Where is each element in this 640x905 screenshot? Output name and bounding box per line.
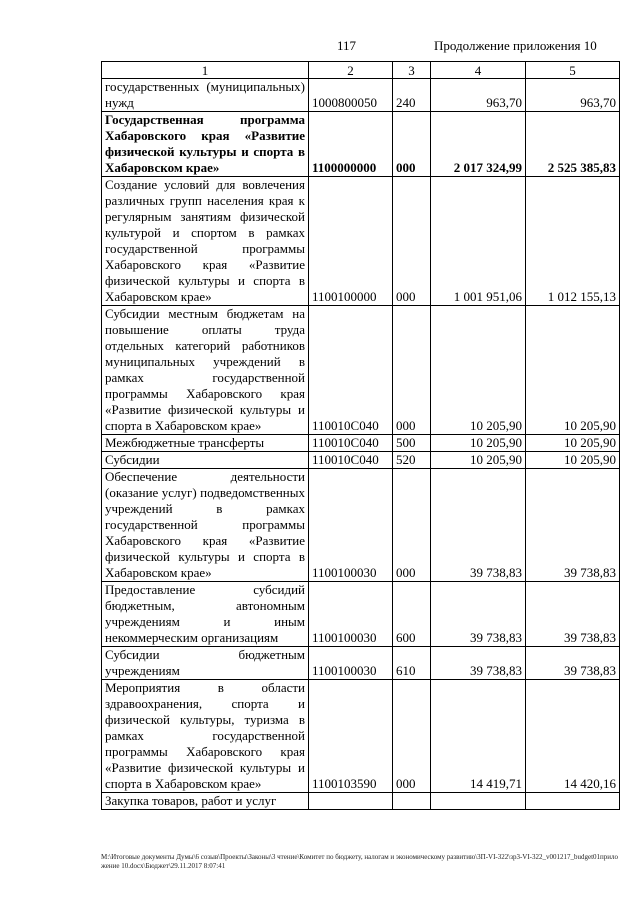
file-path-footer: M:\Итоговые документы Думы\6 созыв\Проекты\Законы\3 чтение\Комитет по бюджету, налогам и экономическому развитию\3П-VI-322\зр3-VI-322_v001217_budget01приложение 10.docx\Бюджет\29.11.2017 8:07:41: [101, 853, 619, 870]
column-header: 5: [526, 62, 620, 79]
row-code: 1000800050: [309, 79, 393, 112]
row-code: 1100100030: [309, 582, 393, 647]
row-expense-type: 500: [393, 435, 431, 452]
table-row: [102, 469, 620, 582]
row-amount-2019: [526, 793, 620, 810]
row-amount-2019: 39 738,83: [526, 647, 620, 680]
row-expense-type: 000: [393, 306, 431, 435]
table-row: [102, 112, 620, 177]
table-row: [102, 452, 620, 469]
row-name: Мероприятия в области здравоохранения, спорта и физической культуры, туризма в рамках государственной программы Хабаровского края «Развитие физической культуры и спорта в Хабаровском крае»: [102, 680, 309, 793]
table-row: [102, 435, 620, 452]
row-amount-2018: [431, 793, 526, 810]
row-code: 1100100000: [309, 177, 393, 306]
row-name: Закупка товаров, работ и услуг: [102, 793, 309, 810]
row-amount-2018: 39 738,83: [431, 469, 526, 582]
row-code: 110010С040: [309, 435, 393, 452]
row-expense-type: [393, 793, 431, 810]
column-number-row: [102, 62, 620, 79]
row-name: Обеспечение деятельности (оказание услуг) подведомственных учреждений в рамках государственной программы Хабаровского края «Развитие физической культуры и спорта в Хабаровском крае»: [102, 469, 309, 582]
row-code: [309, 793, 393, 810]
row-amount-2019: 14 420,16: [526, 680, 620, 793]
row-amount-2019: 10 205,90: [526, 306, 620, 435]
row-amount-2019: 10 205,90: [526, 452, 620, 469]
row-code: 1100100030: [309, 647, 393, 680]
row-expense-type: 000: [393, 177, 431, 306]
table-row: [102, 647, 620, 680]
table-row: [102, 680, 620, 793]
row-name: Субсидии: [102, 452, 309, 469]
row-code: 1100100030: [309, 469, 393, 582]
row-amount-2018: 10 205,90: [431, 435, 526, 452]
row-code: 110010С040: [309, 306, 393, 435]
column-header: 1: [102, 62, 309, 79]
row-amount-2018: 39 738,83: [431, 582, 526, 647]
row-expense-type: 000: [393, 680, 431, 793]
row-name: Субсидии местным бюджетам на повышение оплаты труда отдельных категорий работников муниципальных учреждений в рамках государственной программы Хабаровского края «Развитие физической культуры и спорта в Хабаровском крае»: [102, 306, 309, 435]
row-name: Создание условий для вовлечения различных групп населения края к регулярным занятиям физической культурой и спортом в рамках государственной программы Хабаровского края «Развитие физической культуры и спорта в Хабаровском крае»: [102, 177, 309, 306]
row-amount-2018: 10 205,90: [431, 306, 526, 435]
table-row: [102, 793, 620, 810]
row-code: 110010С040: [309, 452, 393, 469]
row-code: 1100000000: [309, 112, 393, 177]
budget-table: [101, 61, 620, 810]
row-amount-2019: 39 738,83: [526, 582, 620, 647]
column-header: 2: [309, 62, 393, 79]
row-name: Межбюджетные трансферты: [102, 435, 309, 452]
row-expense-type: 000: [393, 469, 431, 582]
row-expense-type: 520: [393, 452, 431, 469]
table-row: [102, 177, 620, 306]
column-header: 4: [431, 62, 526, 79]
row-expense-type: 240: [393, 79, 431, 112]
row-code: 1100103590: [309, 680, 393, 793]
row-amount-2019: 39 738,83: [526, 469, 620, 582]
row-amount-2018: 10 205,90: [431, 452, 526, 469]
row-amount-2019: 2 525 385,83: [526, 112, 620, 177]
row-amount-2018: 1 001 951,06: [431, 177, 526, 306]
row-name: Государственная программа Хабаровского края «Развитие физической культуры и спорта в Хабаровском крае»: [102, 112, 309, 177]
row-expense-type: 600: [393, 582, 431, 647]
page-number: 117: [337, 38, 357, 53]
row-expense-type: 610: [393, 647, 431, 680]
row-amount-2018: 39 738,83: [431, 647, 526, 680]
row-name: Субсидии бюджетным учреждениям: [102, 647, 309, 680]
table-row: [102, 79, 620, 112]
row-amount-2019: 10 205,90: [526, 435, 620, 452]
table-row: [102, 306, 620, 435]
appendix-heading: Продолжение приложения 10: [434, 38, 597, 53]
row-expense-type: 000: [393, 112, 431, 177]
row-amount-2018: 2 017 324,99: [431, 112, 526, 177]
row-amount-2018: 963,70: [431, 79, 526, 112]
column-header: 3: [393, 62, 431, 79]
row-name: государственных (муниципальных) нужд: [102, 79, 309, 112]
row-amount-2018: 14 419,71: [431, 680, 526, 793]
row-amount-2019: 1 012 155,13: [526, 177, 620, 306]
table-row: [102, 582, 620, 647]
row-name: Предоставление субсидий бюджетным, автономным учреждениям и иным некоммерческим организациям: [102, 582, 309, 647]
row-amount-2019: 963,70: [526, 79, 620, 112]
